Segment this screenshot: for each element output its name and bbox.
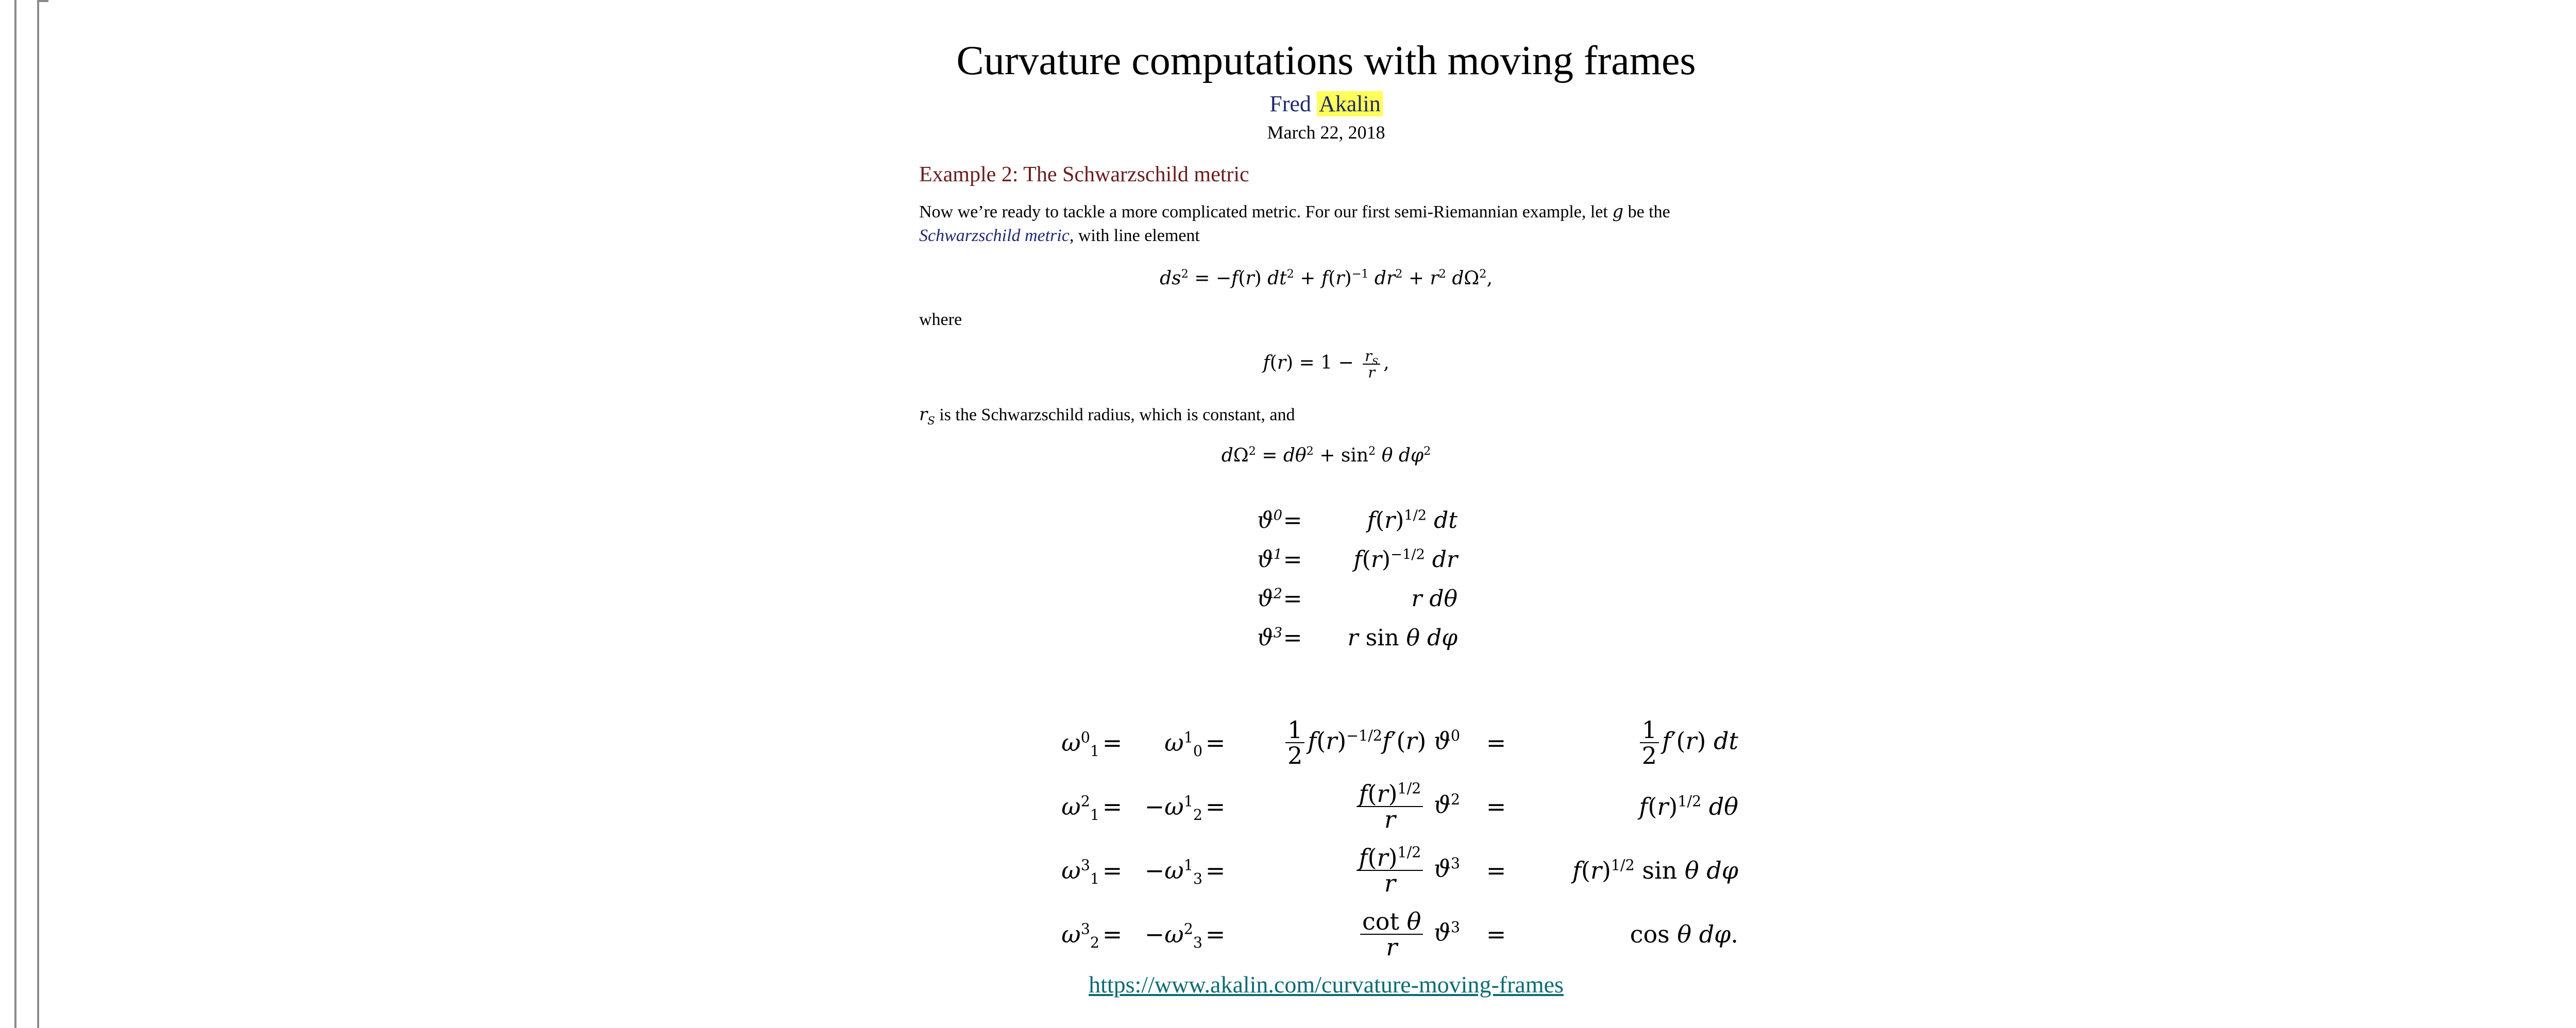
page-title: Curvature computations with moving frames	[956, 38, 1696, 83]
paragraph-intro	[919, 200, 1754, 248]
paragraph-radius-text: is the Schwarzschild radius, which is constant, and	[939, 405, 1295, 424]
paragraph-radius	[919, 403, 1754, 427]
author-last-name-highlighted: Akalin	[1317, 91, 1383, 116]
paragraph-intro-text-2: be the	[1628, 202, 1670, 221]
page-frame-corner	[37, 0, 48, 2]
source-url-link[interactable]: https://www.akalin.com/curvature-moving-frames	[1089, 971, 1564, 998]
section-heading: Example 2: The Schwarzschild metric	[919, 163, 1249, 186]
f-of-r-equation: f(r) = 1 − $\frac{r_S}{r}$ ,	[1263, 347, 1389, 382]
publication-date: March 22, 2018	[1267, 122, 1385, 143]
paragraph-where: where	[919, 310, 962, 329]
paragraph-intro-text: Now we’re ready to tackle a more complicated metric. For our first semi-Riemannian example, let	[919, 202, 1608, 221]
author-first-name: Fred	[1269, 91, 1311, 116]
paragraph-intro-text-3: , with line element	[1069, 226, 1200, 245]
author-line	[919, 90, 1733, 118]
page-frame-left-outer	[14, 0, 16, 1028]
line-element-equation: $ds^2 = -f(r) dt^2 + f(r)^{-1}$ $dr^2 + r^2$ $d\Omega^2$,	[1160, 267, 1493, 289]
schwarzschild-metric-link[interactable]: Schwarzschild metric	[919, 226, 1070, 245]
page-frame-left-inner	[37, 0, 39, 1028]
schwarzschild-radius-symbol: $r_S$	[919, 404, 935, 427]
coframe-equations: $ϑ^0$ = $f(r)^{1/2}$ dt $ϑ^1$ = $f(r)^{-1/2}$ dr $ϑ^2$ = r dθ $ϑ^3$ = r sin θ dφ	[1257, 507, 1458, 651]
source-url	[919, 969, 1733, 1000]
connection-form-equations: $\omega^0_1$ = $\omega^1_0$ = $\frac{1}{2}$ $f(r)^{-1/2}f'(r)$ $ϑ^0$ = $\frac{1}{2}$ f′(r) dt $\omega^2_1$ = $-\omega^1_2$ = $\frac{f(r)^{1/2}}{r}$ $ϑ^2$ = $f(r)^{1/2}$ dθ $\omega^3_1$ = $-\omega^1_3$ = $\frac{f(r)^{1/2}}{r}$ $ϑ^3$ = $f(r)^{1/2}$ sin θ dφ $\omega^3_2$ = $-\omega^2_3$ = $\frac{\text{cot θ}}{r}$ $ϑ^3$ = cos θ dφ.	[1061, 715, 1738, 961]
metric-symbol-g: g	[1612, 201, 1624, 222]
solid-angle-equation: $d\Omega^2 = d\theta^2 + \sin^2 \theta$ $d\varphi^2$	[1221, 444, 1431, 466]
